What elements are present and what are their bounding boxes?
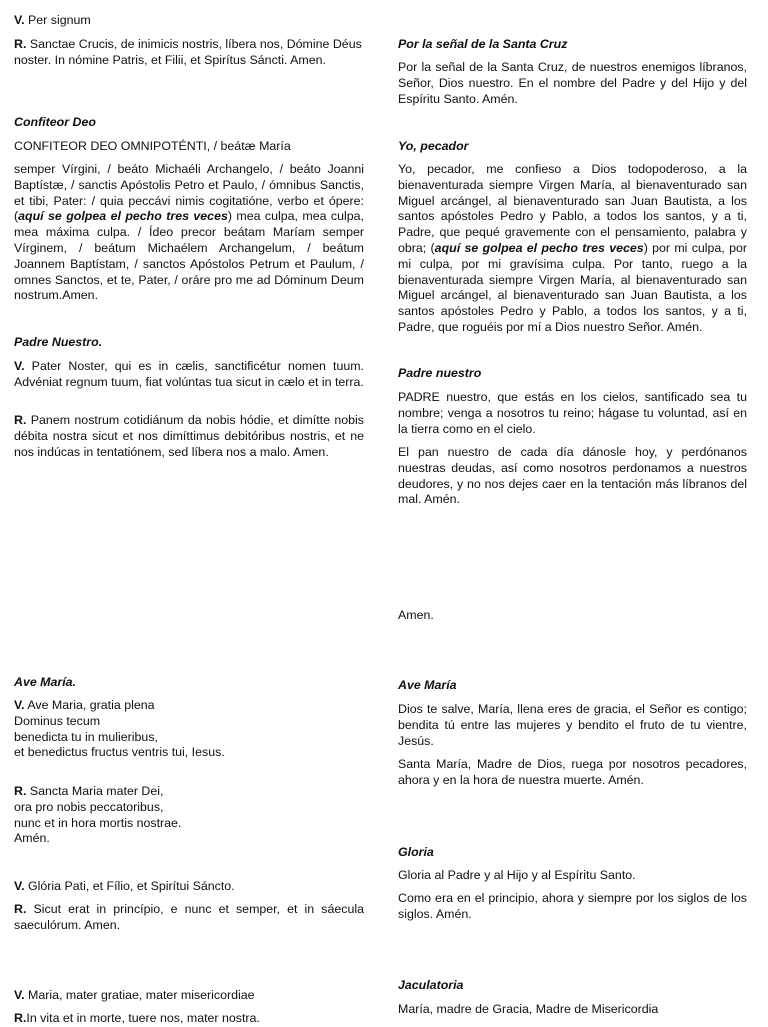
gloria-title: Gloria xyxy=(398,845,434,859)
gloria-versicle: V. Glória Pati, et Fílio, et Spirítui Sáncto. xyxy=(14,879,235,893)
jaculatoria-response: R.In vita et in morte, tuere nos, mater nostra. xyxy=(14,1011,260,1025)
cruz-title: Por la señal de la Santa Cruz xyxy=(398,37,568,51)
padre-nuestro-body-1: PADRE nuestro, que estás en los cielos, santificado sea tu nombre; venga a nosotros tu reino; hágase tu voluntad, así en la tierra como en el cielo. xyxy=(398,390,747,436)
ave-maria-body-1: Dios te salve, María, llena eres de gracia, el Señor es contigo; bendita tú entre las mujeres y bendito el fruto de tu vientre, Jesús. xyxy=(398,702,747,748)
pater-response: R. Panem nostrum cotidiánum da nobis hódie, et dimítte nobis débita nostra sicut et nos dimíttimus debitóribus nostris, et ne nos indúcas in tentatiónem, sed líbera nos a malo. Amen. xyxy=(14,413,364,459)
ave-maria-body-2: Santa María, Madre de Dios, ruega por nosotros pecadores, ahora y en la hora de nuestra muerte. Amén. xyxy=(398,757,747,787)
gloria-response: R. Sicut erat in princípio, e nunc et semper, et in sáecula saeculórum. Amen. xyxy=(14,902,364,932)
per-signum-response: R. Sanctae Crucis, de inimicis nostris, líbera nos, Dómine Déus noster. In nómine Patris, et Filii, et Spirítus Sáncti. Amen. xyxy=(14,37,362,67)
gloria-body-2: Como era en el principio, ahora y siempre por los siglos de los siglos. Amén. xyxy=(398,891,747,921)
confiteor-title: Confiteor Deo xyxy=(14,115,96,129)
jaculatoria-title: Jaculatoria xyxy=(398,978,464,992)
jaculatoria-body: María, madre de Gracia, Madre de Misericordia xyxy=(398,1002,659,1016)
padre-nuestro-title: Padre nuestro xyxy=(398,366,482,380)
ave-versicle: V. Ave Maria, gratia plena Dominus tecum benedicta tu in mulieribus, et benedictus fructus ventris tui, Iesus. xyxy=(14,698,225,760)
ave-title: Ave María. xyxy=(14,675,76,689)
per-signum-versicle: V. Per signum xyxy=(14,13,91,27)
jaculatoria-versicle: V. Maria, mater gratiae, mater misericordiae xyxy=(14,988,255,1002)
cruz-body: Por la señal de la Santa Cruz, de nuestros enemigos líbranos, Señor, Dios nuestro. En el nombre del Padre y del Hijo y del Espíritu Santo. Amén. xyxy=(398,60,747,106)
padre-nuestro-body-2: El pan nuestro de cada día dánosle hoy, y perdónanos nuestras deudas, así como nosotros perdonamos a nuestros deudores, y no nos dejes caer en la tentación más líbranos del mal. Amén. xyxy=(398,445,747,507)
amen-line: Amen. xyxy=(398,608,434,622)
gloria-body-1: Gloria al Padre y al Hijo y al Espíritu Santo. xyxy=(398,868,636,882)
pater-title: Padre Nuestro. xyxy=(14,335,103,349)
pecador-body: Yo, pecador, me confieso a Dios todopoderoso, a la bienaventurada siempre Virgen María, al bienaventurado san Miguel arcángel, al bienaventurado san Juan Bautista, a los santos apóstoles Pedro y Pablo, a todos los santos, y a ti, Padre, que pequé gravemente con el pensamiento, palabra y obra; (aquí se golpea el pecho tres veces) por mi culpa, por mi culpa, por mi gravísima culpa. Por tanto, ruego a la bienaventurada siempre Virgen María, al bienaventurado san Miguel arcángel, al bienaventurado san Juan Bautista, a los santos apóstoles Pedro y Pablo, a todos los santos, y a ti, Padre, que roguéis por mí a Dios nuestro Señor. Amén. xyxy=(398,162,747,334)
ave-maria-title: Ave María xyxy=(398,678,457,692)
pater-versicle: V. Pater Noster, qui es in cælis, sanctificétur nomen tuum. Advéniat regnum tuum, fiat volúntas tua sicut in cælo et in terra. xyxy=(14,359,364,389)
ave-response: R. Sancta Maria mater Dei, ora pro nobis peccatoribus, nunc et in hora mortis nostrae. Amén. xyxy=(14,784,182,846)
pecador-title: Yo, pecador xyxy=(398,139,469,153)
confiteor-first-line: CONFITEOR DEO OMNIPOTÉNTI, / beátæ María xyxy=(14,139,291,153)
confiteor-body: semper Vírgini, / beáto Michaéli Archangelo, / beáto Joanni Baptístæ, / sanctis Apóstolis Petro et Paulo, / ómnibus Sanctis, et tibi, Pater: / quia peccávi nimis cogitatióne, verbo et ópere: (aquí se golpea el pecho tres veces) mea culpa, mea culpa, mea máxima culpa. / Ídeo precor beátam Maríam semper Vírginem, / beátum Michaélem Archangelum, / beátum Joannem Baptístam, / sanctos Apóstolos Petrum et Paulum, / omnes Sanctos, et te, Pater, / oráre pro me ad Dóminum Deum nostrum.Amen. xyxy=(14,162,364,303)
